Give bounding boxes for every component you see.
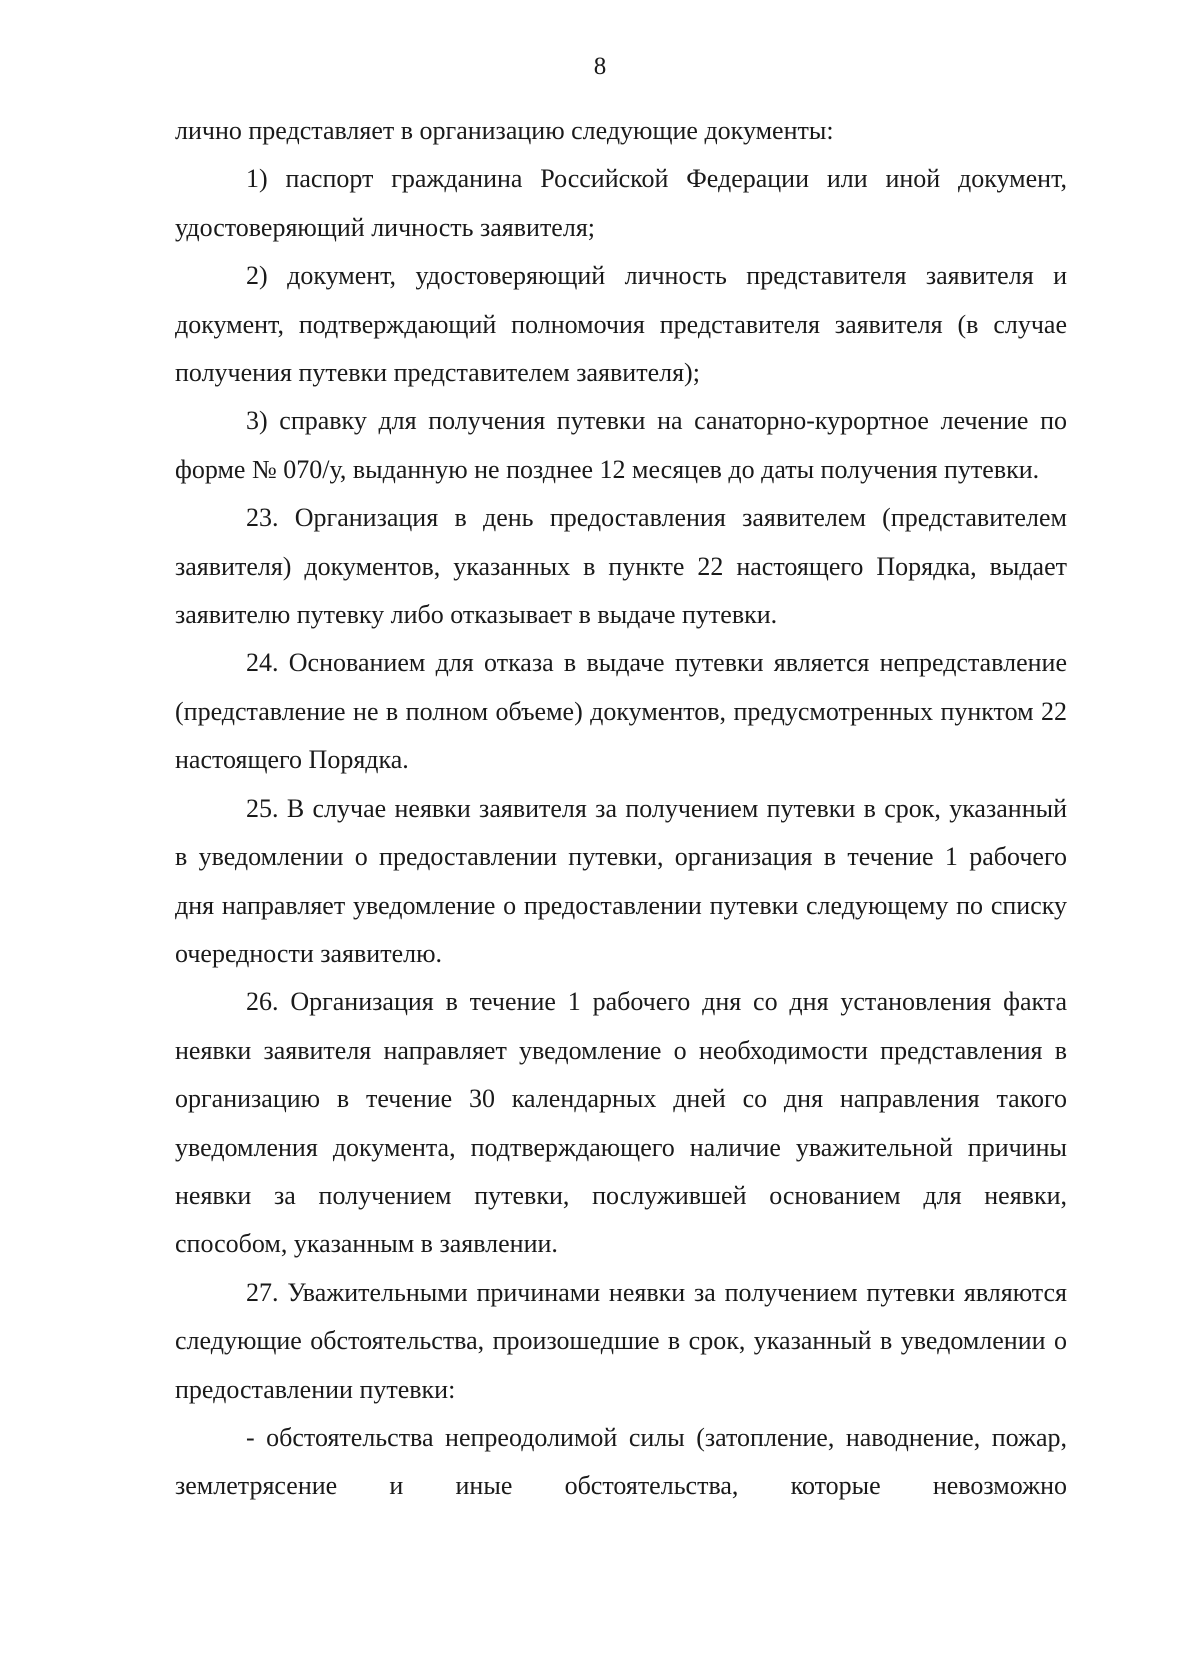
clause-23: 23. Организация в день предоставления заявителем (представителем заявителя) документов, указанных в пункте 22 настоящего Порядка, выдает заявителю путевку либо отказывает в выдаче путевки.: [175, 503, 1067, 630]
list-item-representative-id: 2) документ, удостоверяющий личность представителя заявителя и документ, подтверждающий полномочия представителя заявителя (в случае получения путевки представителем заявителя);: [175, 261, 1067, 388]
page-number: 8: [593, 53, 607, 80]
clause-25: 25. В случае неявки заявителя за получением путевки в срок, указанный в уведомлении о предоставлении путевки, организация в течение 1 рабочего дня направляет уведомление о предоставлении путевки следующему по списку очередности заявителю.: [175, 793, 1067, 968]
clause-24: 24. Основанием для отказа в выдаче путевки является непредставление (представление не в полном объеме) документов, предусмотренных пунктом 22 настоящего Порядка.: [175, 648, 1067, 775]
document-body: [175, 107, 1067, 1511]
list-item-passport: 1) паспорт гражданина Российской Федерации или иной документ, удостоверяющий личность заявителя;: [175, 164, 1067, 242]
clause-26: 26. Организация в течение 1 рабочего дня со дня установления факта неявки заявителя направляет уведомление о необходимости представления в организацию в течение 30 календарных дней со дня направления такого уведомления документа, подтверждающего наличие уважительной причины неявки за получением путевки, послужившей основанием для неявки, способом, указанным в заявлении.: [175, 987, 1067, 1259]
list-item-medical-certificate: 3) справку для получения путевки на санаторно-курортное лечение по форме № 070/у, выданную не позднее 12 месяцев до даты получения путевки.: [175, 406, 1067, 484]
paragraph-intro: лично представляет в организацию следующие документы:: [175, 116, 834, 145]
clause-27: 27. Уважительными причинами неявки за получением путевки являются следующие обстоятельства, произошедшие в срок, указанный в уведомлении о предоставлении путевки:: [175, 1277, 1067, 1404]
clause-27-bullet-force-majeure: - обстоятельства непреодолимой силы (затопление, наводнение, пожар, землетрясение и иные обстоятельства, которые невозможно: [175, 1422, 1067, 1501]
